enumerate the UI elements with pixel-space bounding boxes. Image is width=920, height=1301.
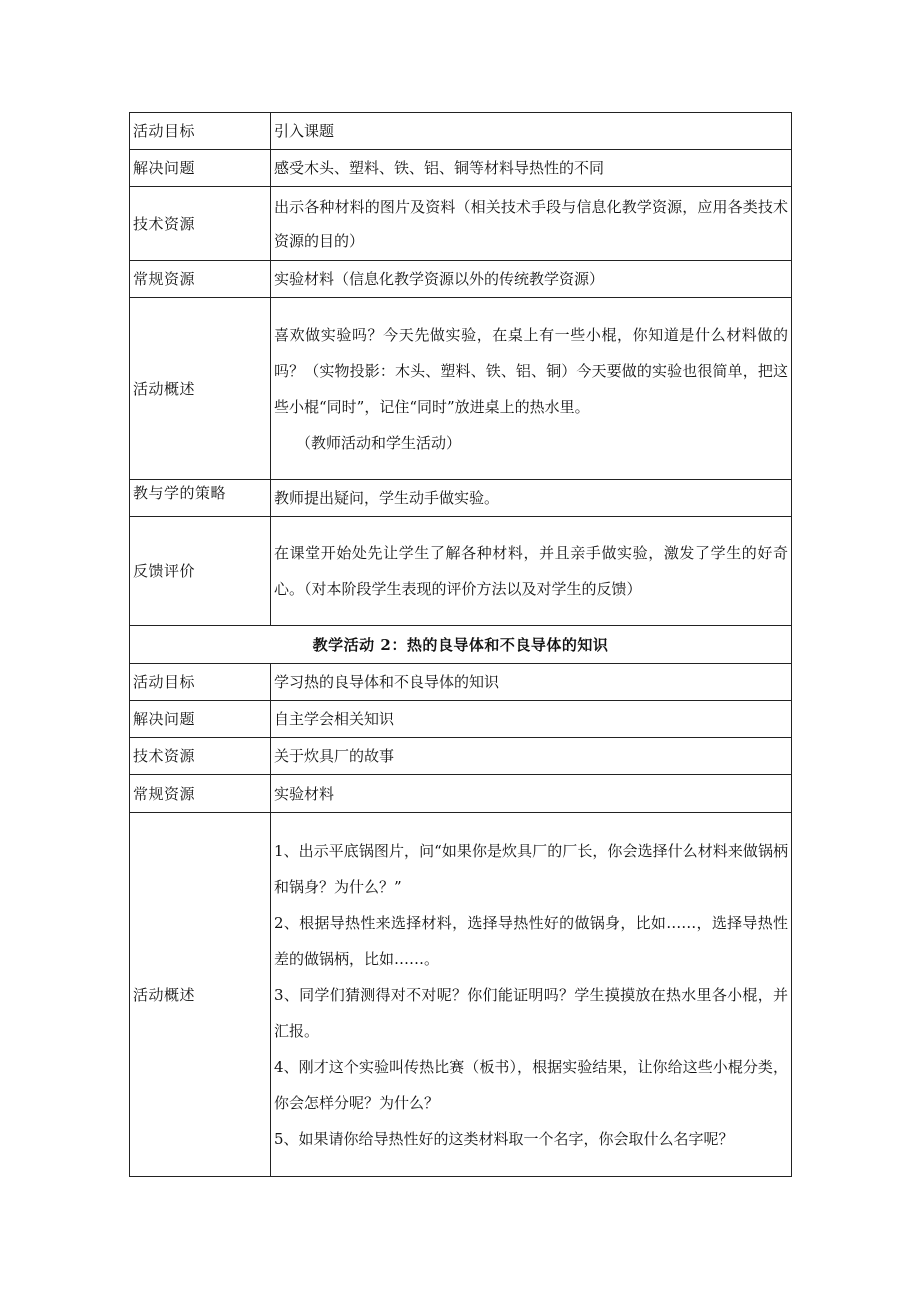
activity-goal-value-2: 学习热的良导体和不良导体的知识 (271, 664, 792, 701)
tech-resource-value: 出示各种材料的图片及资料（相关技术手段与信息化教学资源，应用各类技术资源的目的） (271, 187, 792, 261)
activity-goal-value: 引入课题 (271, 113, 792, 150)
activity-goal-label: 活动目标 (130, 113, 271, 150)
row2-problem (130, 701, 792, 738)
row-strategy (130, 480, 792, 517)
overview-content-2 (271, 813, 792, 1177)
row-section2-heading (130, 626, 792, 664)
strategy-value: 教师提出疑问，学生动手做实验。 (271, 480, 792, 517)
row2-activity-goal (130, 664, 792, 701)
lesson-plan-table (129, 112, 792, 1177)
tech-resource-label: 技术资源 (130, 187, 271, 261)
regular-resource-label-2: 常规资源 (130, 775, 271, 813)
problem-label-2: 解决问题 (130, 701, 271, 738)
strategy-label: 教与学的策略 (130, 480, 271, 517)
section2-heading: 教学活动 2：热的良导体和不良导体的知识 (130, 626, 792, 664)
row2-overview (130, 813, 792, 1177)
row2-tech-resource (130, 738, 792, 775)
problem-value-2: 自主学会相关知识 (271, 701, 792, 738)
overview-item: 3、同学们猜测得对不对呢？你们能证明吗？学生摸摸放在热水里各小棍，并汇报。 (274, 985, 788, 1040)
overview-note: （教师活动和学生活动） (296, 433, 462, 452)
row-regular-resource (130, 261, 792, 298)
problem-label: 解决问题 (130, 150, 271, 187)
feedback-value: 在课堂开始处先让学生了解各种材料，并且亲手做实验，激发了学生的好奇心。（对本阶段学生表现的评价方法以及对学生的反馈） (274, 544, 788, 598)
feedback-label: 反馈评价 (130, 517, 271, 626)
problem-value: 感受木头、塑料、铁、铝、铜等材料导热性的不同 (271, 150, 792, 187)
overview-item: 5、如果请你给导热性好的这类材料取一个名字，你会取什么名字呢？ (274, 1129, 734, 1148)
overview-item: 4、刚才这个实验叫传热比赛（板书），根据实验结果，让你给这些小棍分类，你会怎样分呢？为什么？ (274, 1057, 788, 1112)
feedback-content (271, 517, 792, 626)
overview-item: 2、根据导热性来选择材料，选择导热性好的做锅身，比如……，选择导热性差的做锅柄，比如……。 (274, 913, 788, 968)
row2-regular-resource (130, 775, 792, 813)
activity-goal-label-2: 活动目标 (130, 664, 271, 701)
tech-resource-label-2: 技术资源 (130, 738, 271, 775)
overview-content (271, 298, 792, 480)
overview-label-2: 活动概述 (130, 813, 271, 1177)
regular-resource-value-2: 实验材料 (271, 775, 792, 813)
row-problem (130, 150, 792, 187)
row-activity-goal (130, 113, 792, 150)
regular-resource-label: 常规资源 (130, 261, 271, 298)
overview-item: 1、出示平底锅图片，问“如果你是炊具厂的厂长，你会选择什么材料来做锅柄和锅身？为什么？” (274, 841, 788, 896)
row-tech-resource (130, 187, 792, 261)
row-overview (130, 298, 792, 480)
row-feedback (130, 517, 792, 626)
tech-resource-value-2: 关于炊具厂的故事 (271, 738, 792, 775)
regular-resource-value: 实验材料（信息化教学资源以外的传统教学资源） (271, 261, 792, 298)
overview-label: 活动概述 (130, 298, 271, 480)
overview-text: 喜欢做实验吗？今天先做实验，在桌上有一些小棍，你知道是什么材料做的吗？（实物投影：木头、塑料、铁、铝、铜）今天要做的实验也很简单，把这些小棍“同时”，记住“同时”放进桌上的热水里。 (274, 325, 788, 416)
